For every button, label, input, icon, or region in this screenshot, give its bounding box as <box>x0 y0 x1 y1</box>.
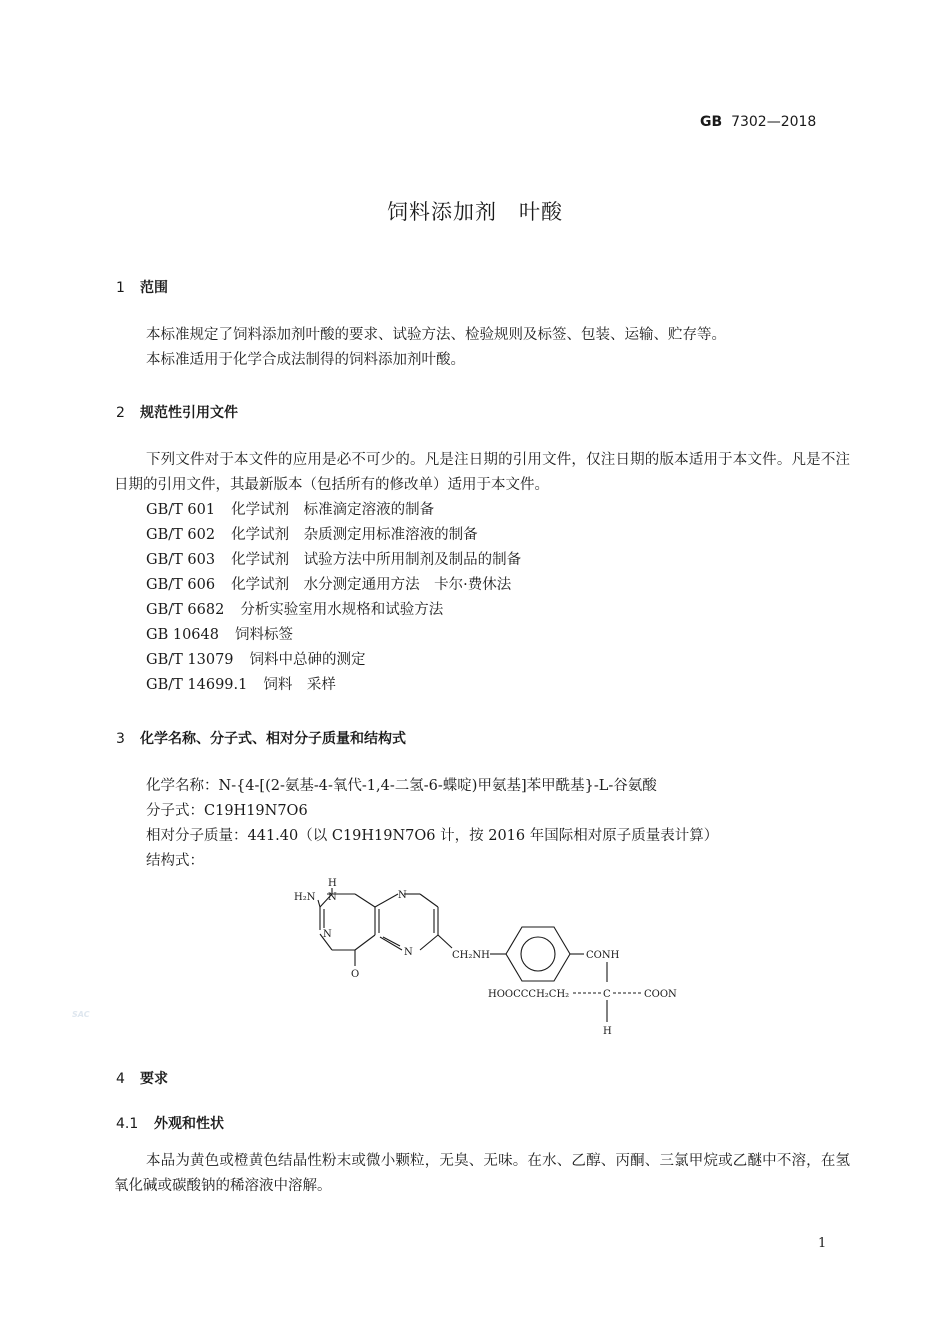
document-title: 饲料添加剂 叶酸 <box>387 200 563 224</box>
struct-h2n: H₂N <box>294 892 316 903</box>
reference-item: GB/T 602 化学试剂 杂质测定用标准溶液的制备 <box>146 527 478 543</box>
struct-chain: HOOCCCH₂CH₂ <box>488 989 570 1000</box>
section-2-heading: 2 规范性引用文件 <box>116 405 238 421</box>
struct-n5: N <box>404 947 413 958</box>
section-1-para-1: 本标准规定了饲料添加剂叶酸的要求、试验方法、检验规则及标签、包装、运输、贮存等。 <box>146 327 726 343</box>
reference-item: GB 10648 饲料标签 <box>146 627 293 643</box>
struct-nh-h: H <box>328 878 337 889</box>
struct-h-bottom: H <box>603 1026 612 1037</box>
reference-item: GB/T 14699.1 饲料 采样 <box>146 677 336 693</box>
struct-n8: N <box>398 890 407 901</box>
molecular-formula: 分子式：C19H19N7O6 <box>146 803 308 819</box>
section-4-1-heading: 4.1 外观和性状 <box>116 1116 224 1132</box>
standard-code: GB 7302—2018 <box>700 114 817 130</box>
reference-item: GB/T 601 化学试剂 标准滴定溶液的制备 <box>146 502 435 518</box>
struct-o: O <box>351 969 360 980</box>
reference-item: GB/T 603 化学试剂 试验方法中所用制剂及制品的制备 <box>146 552 522 568</box>
section-1-para-2: 本标准适用于化学合成法制得的饲料添加剂叶酸。 <box>146 352 465 368</box>
struct-coon: COON <box>644 989 677 1000</box>
struct-c: C <box>603 989 611 1000</box>
structural-formula <box>280 870 700 1040</box>
sac-watermark: SAC <box>72 1010 90 1019</box>
struct-ch2nh: CH₂NH <box>452 950 490 961</box>
struct-n3: N <box>323 929 332 940</box>
section-4-1-para: 本品为黄色或橙黄色结晶性粉末或微小颗粒，无臭、无味。在水、乙醇、丙酮、三氯甲烷或乙醚中不溶，在氢氧化碱或碳酸钠的稀溶液中溶解。 <box>114 1153 850 1194</box>
reference-item: GB/T 606 化学试剂 水分测定通用方法 卡尔·费休法 <box>146 577 512 593</box>
section-3-heading: 3 化学名称、分子式、相对分子质量和结构式 <box>116 731 406 747</box>
section-4-heading: 4 要求 <box>116 1071 168 1087</box>
molecular-mass: 相对分子质量：441.40（以 C19H19N7O6 计，按 2016 年国际相对原子质量表计算） <box>146 828 719 844</box>
page-number: 1 <box>818 1236 827 1251</box>
reference-item: GB/T 13079 饲料中总砷的测定 <box>146 652 366 668</box>
chemical-name: 化学名称：N-{4-[(2-氨基-4-氧代-1,4-二氢-6-蝶啶)甲氨基]苯甲酰基}-L-谷氨酸 <box>146 778 657 794</box>
section-1-heading: 1 范围 <box>116 280 168 296</box>
struct-n1: N <box>328 892 337 903</box>
structure-label: 结构式： <box>146 853 204 869</box>
reference-item: GB/T 6682 分析实验室用水规格和试验方法 <box>146 602 444 618</box>
section-2-intro: 下列文件对于本文件的应用是必不可少的。凡是注日期的引用文件，仅注日期的版本适用于本文件。凡是不注日期的引用文件，其最新版本（包括所有的修改单）适用于本文件。 <box>114 452 850 493</box>
struct-conh: CONH <box>586 950 620 961</box>
